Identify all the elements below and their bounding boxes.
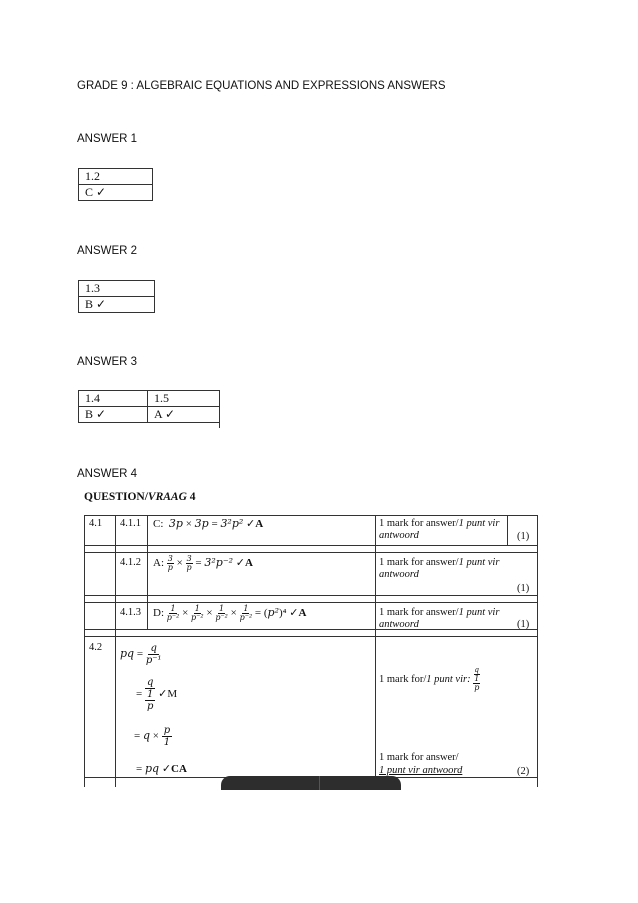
question-4-memo-table: [84, 515, 538, 787]
question-number: 1.3: [79, 281, 155, 297]
q-4-1-1-label: 4.1.1: [120, 518, 141, 529]
q-4-2-step-2: = q 1 p ✓M: [136, 677, 178, 712]
mark-note: 1 mark for/1 punt vir: $\frac{q}{\frac{1}{p}}$: [379, 666, 480, 692]
answer-3-heading: ANSWER 3: [77, 356, 138, 368]
q-4-1-3-label: 4.1.3: [120, 607, 141, 618]
q-4-2-step-3: = q × $\frac{p}{1}$: [134, 725, 171, 748]
toolbar-divider: [319, 776, 320, 790]
mark-total: (1): [517, 619, 530, 630]
q-4-2-step-4: = pq ✓CA: [136, 762, 187, 775]
answer-4-heading: ANSWER 4: [77, 468, 138, 480]
question-number: 1.2: [79, 169, 153, 185]
question-number: 1.5: [148, 391, 220, 407]
mark-note: antwoord: [379, 619, 419, 630]
mark-note: 1 mark for answer/1 punt vir: [379, 518, 500, 529]
q-4-1-3-working: D: $\frac{1}{\text{p⁻²}}$ × $\frac{1}{\text{p⁻²}}$ × $\frac{1}{\text{p⁻²}}$ × $\frac{1}{\text{p⁻²}}$ = (p²)⁴ ✓A: [153, 604, 307, 622]
q-4-1-2-working: A: $\frac{3}{p}$ × $\frac{3}{p}$ = 3²p⁻² ✓A: [153, 554, 253, 572]
question-number: 1.4: [79, 391, 148, 407]
mark-total: (2): [517, 766, 530, 777]
answer-cell: B ✓: [79, 297, 155, 313]
answer-cell: A ✓: [148, 407, 220, 423]
answer-3-table: [78, 390, 220, 423]
page-title: GRADE 9 : ALGEBRAIC EQUATIONS AND EXPRESSIONS ANSWERS: [77, 80, 446, 92]
mark-total: (1): [517, 531, 530, 542]
answer-cell: B ✓: [79, 407, 148, 423]
mark-total: (1): [517, 583, 530, 594]
q-4-1-2-label: 4.1.2: [120, 557, 141, 568]
mark-note: antwoord: [379, 569, 419, 580]
answer-2-heading: ANSWER 2: [77, 245, 138, 257]
question-4-title: QUESTION/VRAAG 4: [84, 491, 196, 503]
mark-note: 1 mark for answer/: [379, 752, 459, 763]
q-4-1-1-working: C: 3p × 3p = 3²p² ✓A: [153, 517, 264, 530]
answer-1-heading: ANSWER 1: [77, 133, 138, 145]
q-4-2-label: 4.2: [89, 642, 103, 653]
mark-note: antwoord: [379, 530, 419, 541]
mark-note: 1 mark for answer/1 punt vir: [379, 557, 500, 568]
q-4-2-step-1: pq = $\frac{q}{\text{p⁻¹}}$: [120, 643, 162, 666]
answer-1-table: [78, 168, 153, 201]
answer-cell: C ✓: [79, 185, 153, 201]
mark-note: 1 mark for answer/1 punt vir: [379, 607, 500, 618]
viewer-toolbar[interactable]: [221, 776, 401, 790]
answer-2-table: [78, 280, 155, 313]
q-4-1-label: 4.1: [89, 518, 103, 529]
mark-note: 1 punt vir antwoord: [379, 765, 463, 776]
